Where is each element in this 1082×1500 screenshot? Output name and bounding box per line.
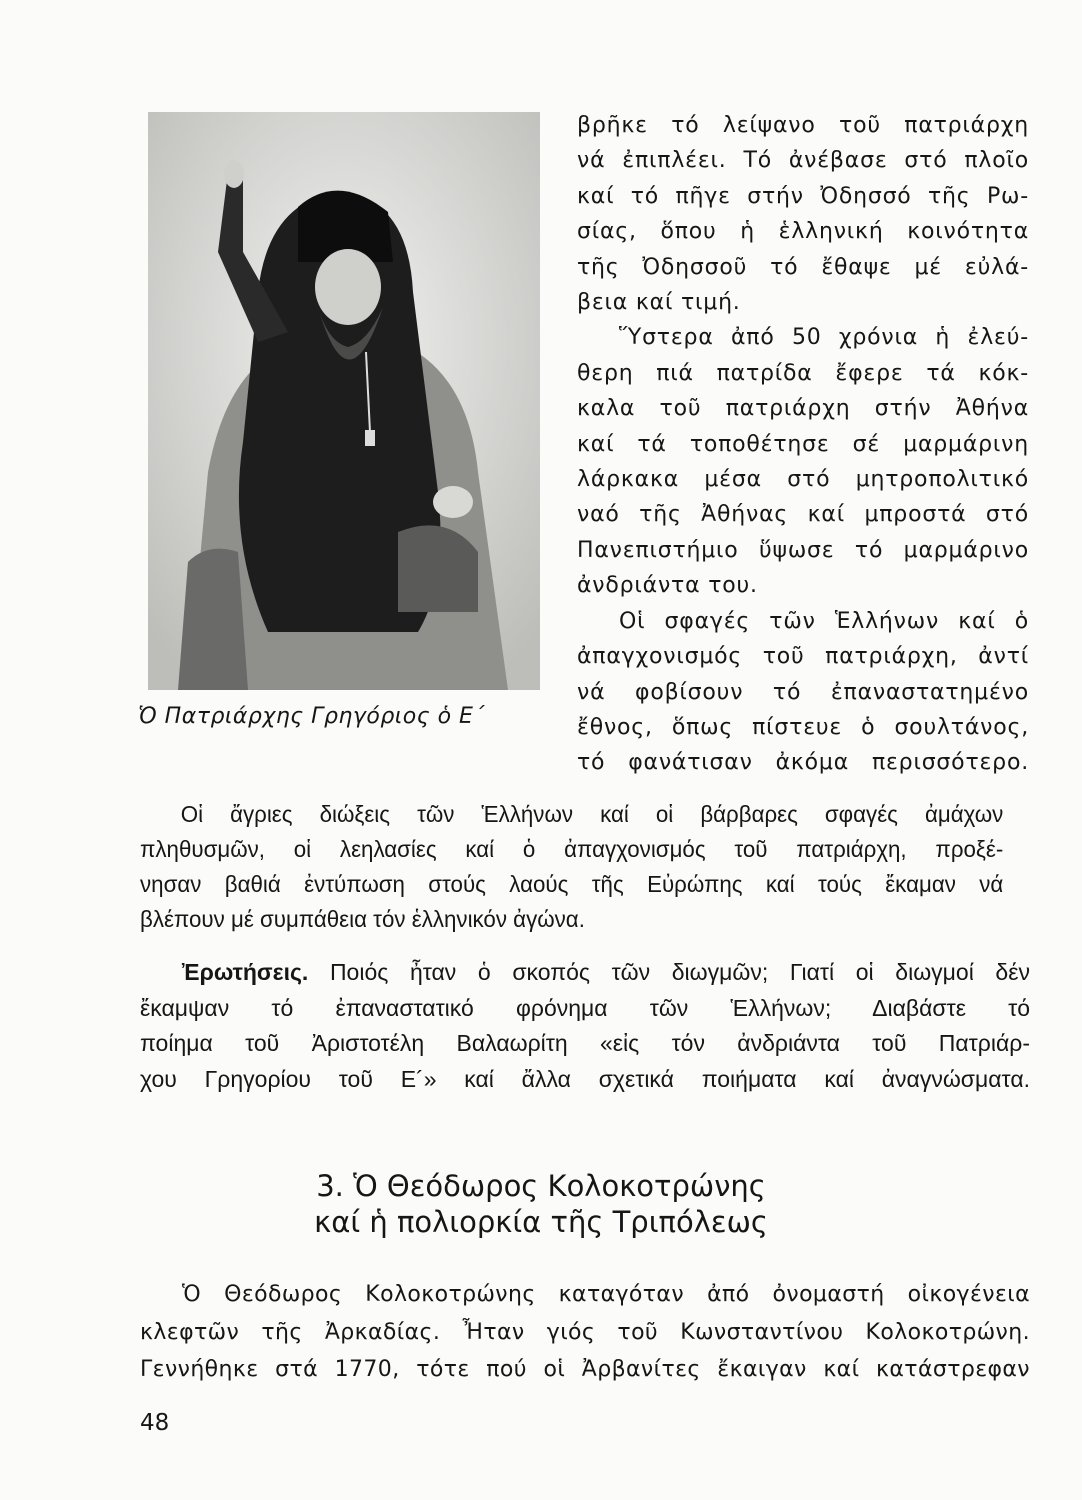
text-line: βλέπουν μέ συμπάθεια τόν ἑλληνικόν ἀγώνα.	[140, 906, 585, 932]
text-line: νά ἐπιπλέει. Τό ἀνέβασε στό πλοῖο	[577, 148, 1029, 174]
text-line: ἔκαμψαν τό ἐπαναστατικό φρόνημα τῶν Ἑλλήνων; Διαβάστε τό	[140, 994, 1030, 1021]
text-line: τῆς Ὀδησσοῦ τό ἔθαψε μέ εὐλά-	[577, 254, 1029, 280]
text-line: ἀνδριάντα του.	[577, 573, 758, 599]
page-number: 48	[140, 1410, 170, 1436]
text-line	[140, 955, 1030, 991]
text-line: Ὁ Θεόδωρος Κολοκοτρώνης καταγόταν ἀπό ὀνομαστή οἰκογένεια	[182, 1282, 1030, 1307]
patriarch-portrait	[148, 112, 540, 690]
text-line: ποίημα τοῦ Ἀριστοτέλη Βαλαωρίτη «εἰς τόν ἀνδριάντα τοῦ Πατριάρ-	[140, 1030, 1030, 1056]
text-line: τό φανάτισαν ἀκόμα περισσότερο.	[577, 750, 1029, 776]
text-line: βεια καί τιμή.	[577, 290, 741, 316]
text-line: πληθυσμῶν, οἱ λεηλασίες καί ὁ ἀπαγχονισμός τοῦ πατριάρχη, προξέ-	[140, 836, 1004, 862]
paragraph-kolokotronis	[140, 1276, 1030, 1389]
heading-line: καί ἡ πολιορκία τῆς Τριπόλεως	[314, 1205, 768, 1239]
questions-paragraph	[140, 955, 1030, 1097]
text-line: Πανεπιστήμιο ὕψωσε τό μαρμάρινο	[577, 537, 1029, 563]
text-line: λάρκακα μέσα στό μητροπολιτικό	[577, 467, 1029, 493]
right-column-text	[577, 108, 1029, 781]
text-line: ναό τῆς Ἀθήνας καί μπροστά στό	[577, 502, 1029, 528]
text-line: βρῆκε τό λείψανο τοῦ πατριάρχη	[577, 113, 1029, 138]
text-line: θερη πιά πατρίδα ἔφερε τά κόκ-	[577, 360, 1029, 386]
figure-caption: Ὁ Πατριάρχης Γρηγόριος ὁ Ε´	[138, 704, 485, 729]
text-line: ἔθνος, ὅπως πίστευε ὁ σουλτάνος,	[577, 714, 1029, 740]
text-line: Οἱ σφαγές τῶν Ἑλλήνων καί ὁ	[619, 608, 1029, 634]
text-line: Ὕστερα ἀπό 50 χρόνια ἡ ἐλεύ-	[619, 325, 1029, 351]
text-line: Οἱ ἄγριες διώξεις τῶν Ἑλλήνων καί οἱ βάρβαρες σφαγές ἀμάχων	[180, 801, 1004, 827]
heading-line: 3. Ὁ Θεόδωρος Κολοκοτρώνης	[316, 1169, 766, 1203]
text-line: νησαν βαθιά ἐντύπωση στούς λαούς τῆς Εὐρώπης καί τούς ἔκαμαν νά	[140, 871, 1004, 897]
text-line: καί τά τοποθέτησε σέ μαρμάρινη	[577, 431, 1029, 457]
paragraph-persecutions	[140, 797, 1003, 937]
text-line: Γεννήθηκε στά 1770, τότε πού οἱ Ἀρβανίτες ἔκαιγαν καί κατάστρεφαν	[140, 1357, 1030, 1382]
text-line: σίας, ὅπου ἡ ἑλληνική κοινότητα	[577, 219, 1029, 245]
section-heading	[0, 1168, 1082, 1240]
questions-label: Ἐρωτήσεις.	[182, 959, 309, 985]
text-line: καί τό πῆγε στήν Ὀδησσό τῆς Ρω-	[577, 183, 1029, 209]
text-line: καλα τοῦ πατριάρχη στήν Ἀθήνα	[577, 396, 1029, 422]
portrait-illustration	[148, 112, 540, 690]
text-line: χου Γρηγορίου τοῦ Ε´» καί ἄλλα σχετικά ποιήματα καί ἀναγνώσματα.	[140, 1065, 1030, 1092]
text-line: κλεφτῶν τῆς Ἀρκαδίας. Ἦταν γιός τοῦ Κωνσταντίνου Κολοκοτρώνη.	[140, 1319, 1030, 1345]
question-text: Ποιός ἦταν ὁ σκοπός τῶν διωγμῶν; Γιατί οἱ διωγμοί δέν	[329, 959, 1030, 985]
text-line: ἀπαγχονισμός τοῦ πατριάρχη, ἀντί	[577, 644, 1029, 670]
text-line: νά φοβίσουν τό ἐπαναστατημένο	[577, 679, 1029, 705]
